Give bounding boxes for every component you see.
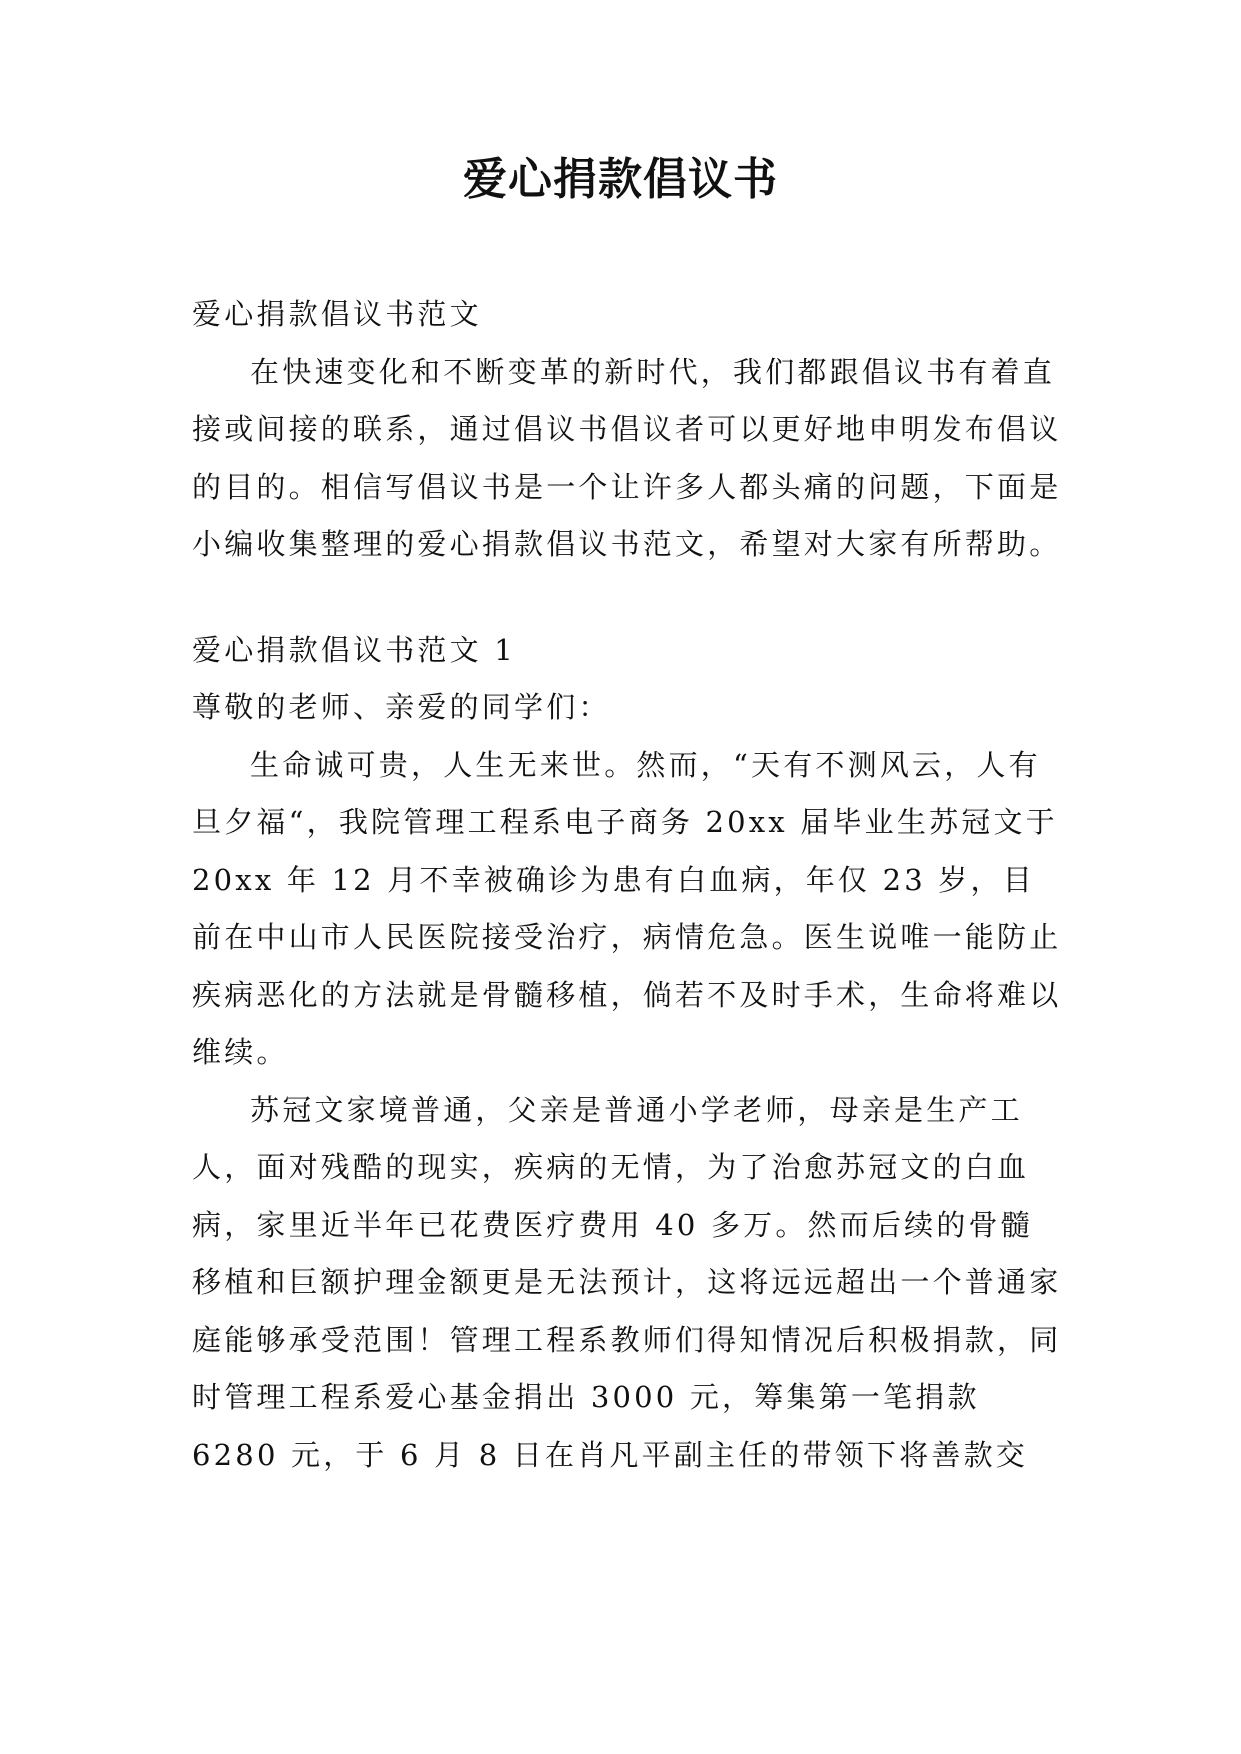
salutation: 尊敬的老师、亲爱的同学们： — [192, 690, 611, 724]
intro-paragraph: 在快速变化和不断变革的新时代，我们都跟倡议书有着直接或间接的联系，通过倡议书倡议者可以更好地申明发布倡议的目的。相信写倡议书是一个让许多人都头痛的问题，下面是小编收集整理的爱心捐款倡议书范文，希望对大家有所帮助。 — [192, 354, 1062, 561]
document-body — [192, 286, 1062, 1484]
body-paragraph-2: 苏冠文家境普通，父亲是普通小学老师，母亲是生产工人，面对残酷的现实，疾病的无情，为了治愈苏冠文的白血病，家里近半年已花费医疗费用 40 多万。然而后续的骨髓移植和巨额护理金额更是无法预计，这将远远超出一个普通家庭能够承受范围！管理工程系教师们得知情况后积极捐款，同时管理工程系爱心基金捐出 3000 元，筹集第一笔捐款 6280 元，于 6 月 8 日在肖凡平副主任的带领下将善款交 — [192, 1092, 1062, 1472]
section-heading: 爱心捐款倡议书范文 — [192, 297, 482, 331]
section-heading-1: 爱心捐款倡议书范文 1 — [192, 632, 516, 667]
section-spacer — [192, 574, 1062, 622]
document-title: 爱心捐款倡议书 — [463, 154, 778, 205]
body-paragraph-1: 生命诚可贵，人生无来世。然而，“天有不测风云，人有旦夕福“，我院管理工程系电子商务 20xx 届毕业生苏冠文于 20xx 年 12 月不幸被确诊为患有白血病，年仅 23 岁，目前在中山市人民医院接受治疗，病情危急。医生说唯一能防止疾病恶化的方法就是骨髓移植，倘若不及时手术，生命将难以维续。 — [192, 747, 1062, 1069]
